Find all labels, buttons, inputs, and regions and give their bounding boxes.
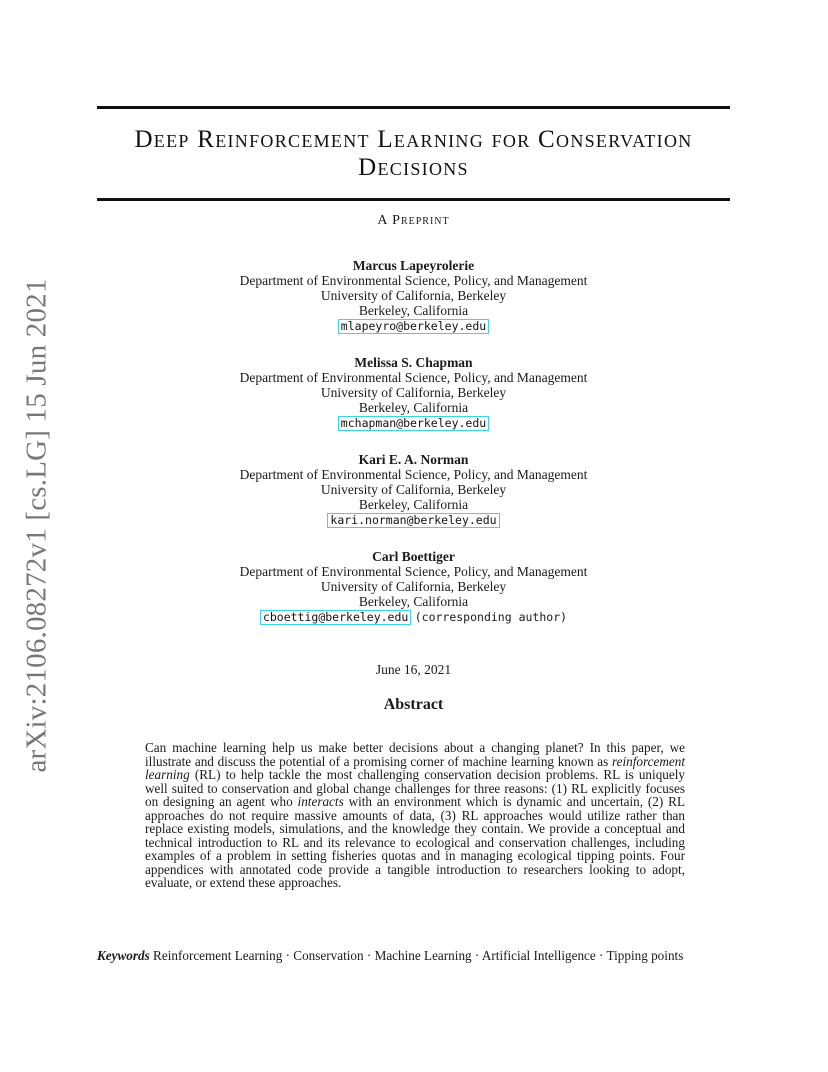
author-email-link[interactable]: kari.norman@berkeley.edu [327, 513, 499, 528]
author-department: Department of Environmental Science, Policy, and Management [239, 467, 588, 482]
author-name: Carl Boettiger [372, 549, 455, 564]
author-department: Department of Environmental Science, Policy, and Management [239, 370, 588, 385]
author-university: University of California, Berkeley [320, 385, 507, 400]
arxiv-identifier-text: arXiv:2106.08272v1 [cs.LG] 15 Jun 2021 [20, 277, 53, 773]
author-university: University of California, Berkeley [320, 579, 507, 594]
abstract-emphasis-interacts: interacts [297, 794, 344, 809]
author-location: Berkeley, California [358, 303, 469, 318]
author-location: Berkeley, California [358, 497, 469, 512]
abstract-heading: Abstract [383, 696, 444, 713]
author-block [97, 258, 730, 334]
author-block [97, 549, 730, 625]
abstract-emphasis-reinforcement-learning: reinforcement learning [145, 753, 685, 782]
title-bottom-rule [97, 198, 730, 201]
title-top-rule [97, 106, 730, 109]
author-email-link[interactable]: mlapeyro@berkeley.edu [338, 319, 489, 334]
author-list [97, 258, 730, 646]
author-location: Berkeley, California [358, 400, 469, 415]
author-name: Kari E. A. Norman [358, 452, 469, 467]
abstract-text-part-3: with an environment which is dynamic and uncertain, (2) RL approaches do not require massive amounts of data, (3) RL approaches would utilize rather than replace existing models, simulations, and the knowledge they contain. We provide a conceptual and technical introduction to RL and its relevance to ecological and conservation challenges, including examples of a problem in setting fisheries quotas and in managing ecological tipping points. Four appendices with annotated code provide a tangible introduction to researchers looking to adopt, evaluate, or extend these approaches. [145, 794, 686, 890]
keywords-label: Keywords [97, 948, 150, 963]
author-department: Department of Environmental Science, Policy, and Management [239, 273, 588, 288]
paper-title [97, 126, 730, 182]
author-university: University of California, Berkeley [320, 482, 507, 497]
preprint-label: A Preprint [377, 213, 450, 228]
author-email-link[interactable]: mchapman@berkeley.edu [338, 416, 489, 431]
author-name: Melissa S. Chapman [354, 355, 473, 370]
corresponding-author-note: (corresponding author) [414, 610, 568, 624]
author-block [97, 355, 730, 431]
author-location: Berkeley, California [358, 594, 469, 609]
author-name: Marcus Lapeyrolerie [352, 258, 475, 273]
arxiv-identifier [20, 277, 54, 773]
abstract-text-part-2: (RL) to help tackle the most challenging conservation decision problems. RL is uniquely well suited to conservation and global change challenges for three reasons: (1) RL explicitly focuses on designing an agent who [145, 767, 685, 809]
author-block [97, 452, 730, 528]
title-line-1: Deep Reinforcement Learning for Conservation [134, 126, 693, 153]
abstract-body [145, 741, 685, 890]
abstract-text-part-1: Can machine learning help us make better decisions about a changing planet? In this paper, we illustrate and discuss the potential of a promising corner of machine learning known as [145, 740, 685, 769]
author-university: University of California, Berkeley [320, 288, 507, 303]
author-email-link[interactable]: cboettig@berkeley.edu [260, 610, 411, 625]
keywords [97, 948, 730, 963]
publication-date: June 16, 2021 [375, 662, 452, 677]
keywords-list: Reinforcement Learning · Conservation · Machine Learning · Artificial Intelligence · Tipping points [153, 948, 684, 963]
title-line-2: Decisions [358, 154, 469, 181]
author-department: Department of Environmental Science, Policy, and Management [239, 564, 588, 579]
